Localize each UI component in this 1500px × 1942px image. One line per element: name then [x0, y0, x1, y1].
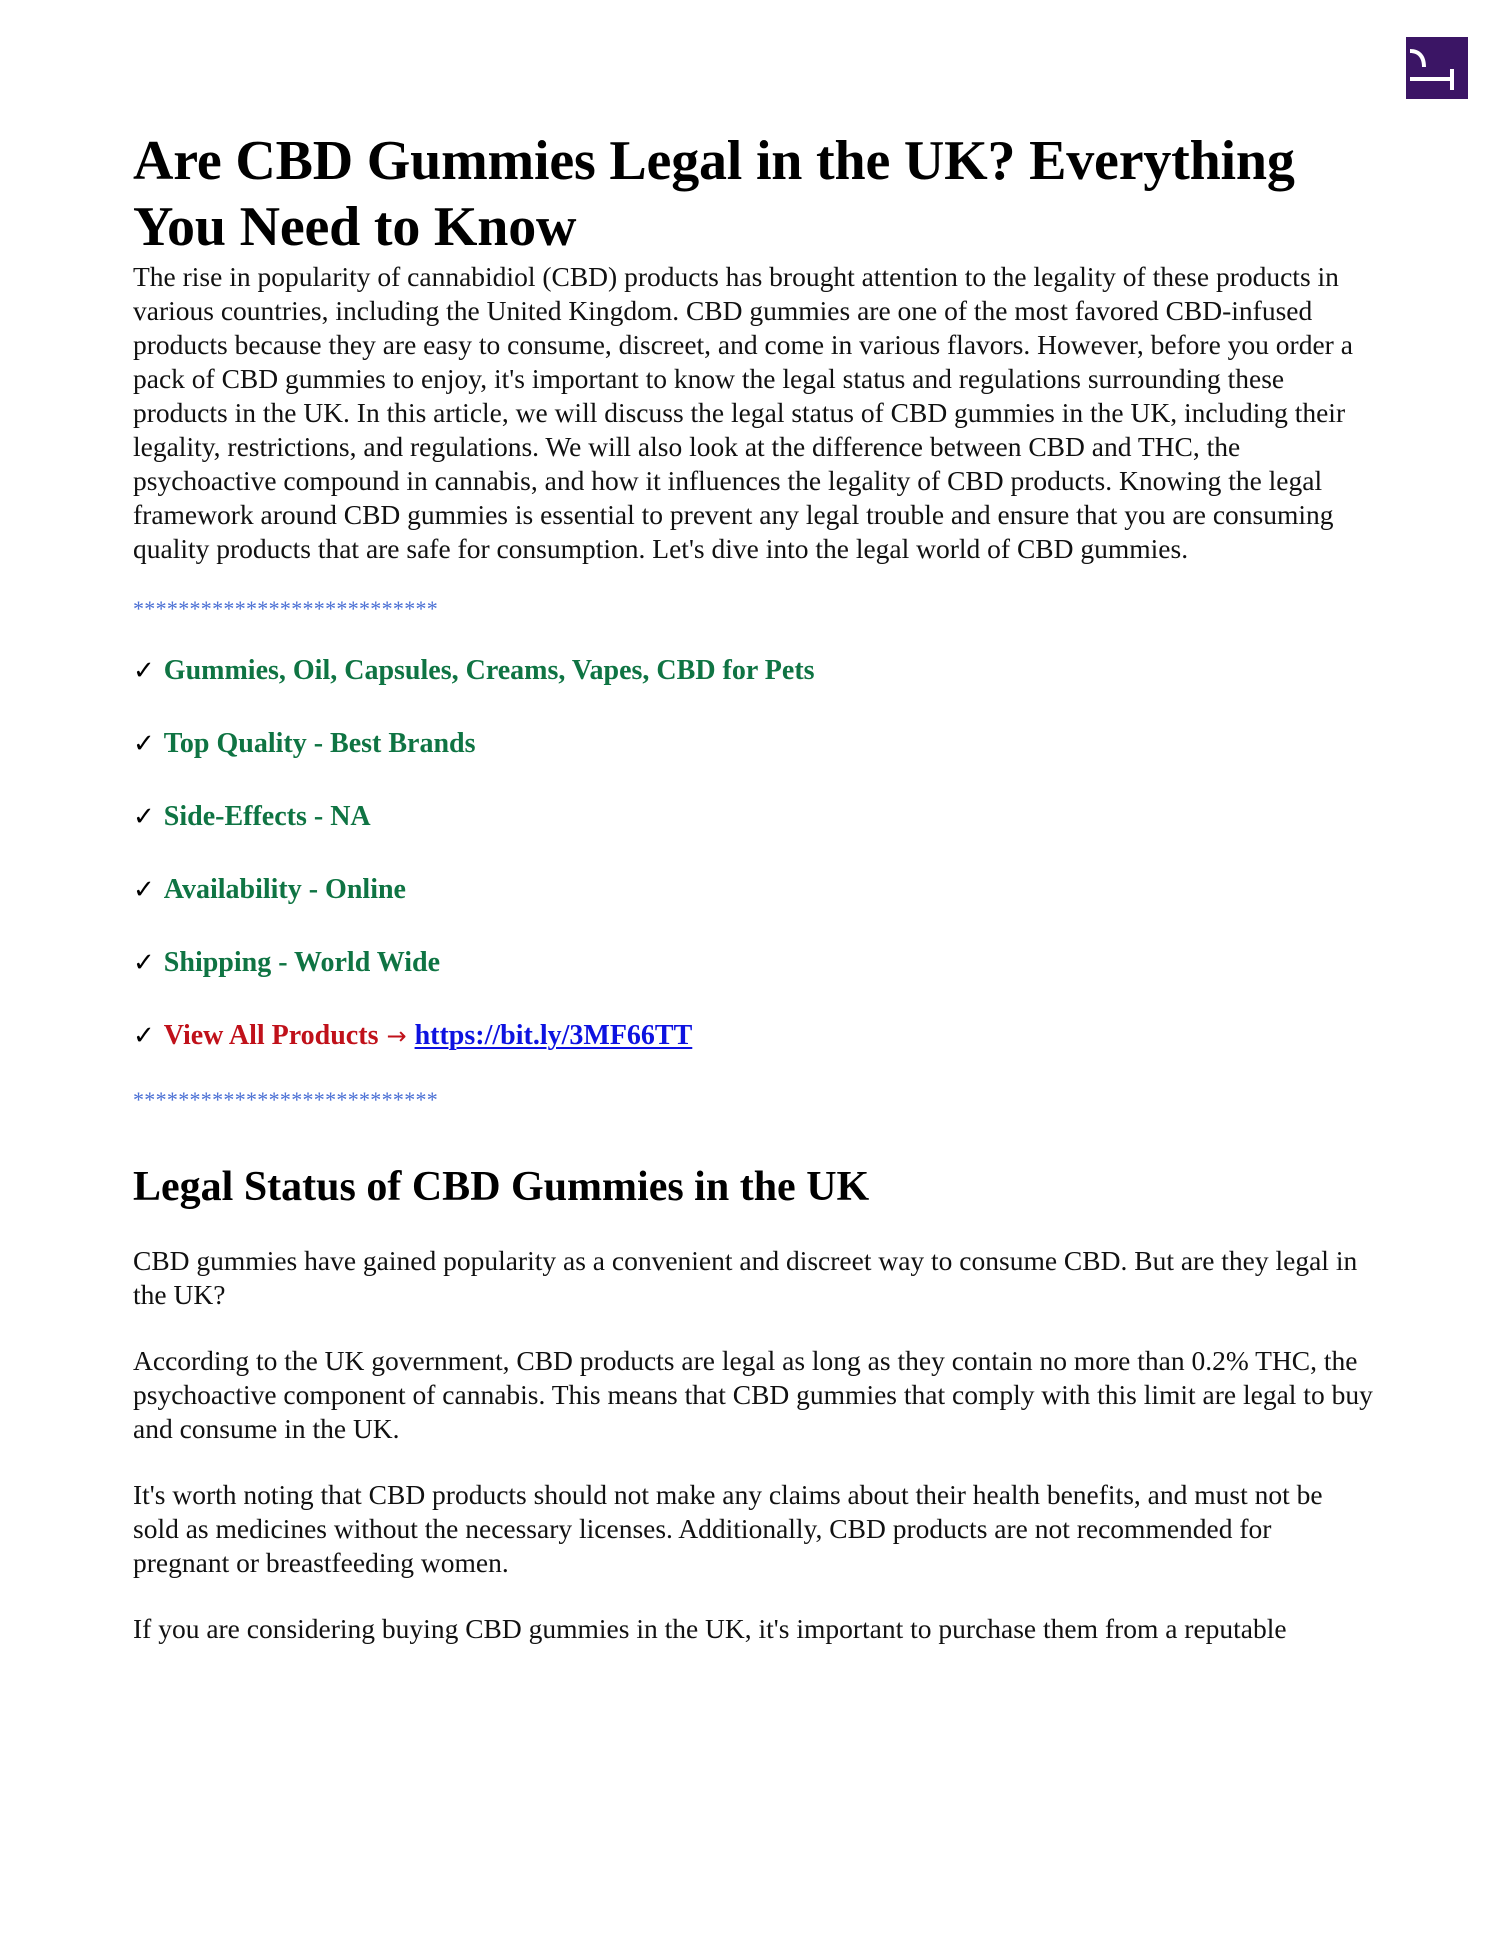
checkmark-icon: ✓: [133, 656, 155, 686]
feature-text: Availability - Online: [163, 874, 406, 905]
section-heading: Legal Status of CBD Gummies in the UK: [133, 1164, 870, 1210]
feature-item: [133, 946, 1373, 980]
checkmark-icon: ✓: [133, 948, 155, 978]
feature-item: [133, 800, 1373, 834]
cta-label: View All Products: [163, 1020, 379, 1051]
checkmark-icon: ✓: [133, 875, 155, 905]
publisher-logo-icon: [1406, 37, 1468, 99]
publisher-logo[interactable]: [1406, 37, 1468, 99]
feature-text: Gummies, Oil, Capsules, Creams, Vapes, CBD for Pets: [163, 655, 815, 686]
section-paragraph: If you are considering buying CBD gummies in the UK, it's important to purchase them from a reputable: [133, 1613, 1287, 1644]
feature-text: Side-Effects - NA: [163, 801, 371, 832]
feature-text: Top Quality - Best Brands: [163, 728, 476, 759]
checkmark-icon: ✓: [133, 802, 155, 832]
separator: ***************************: [133, 1087, 439, 1112]
intro-paragraph: The rise in popularity of cannabidiol (CBD) products has brought attention to the legality of these products in various countries, including the United Kingdom. CBD gummies are one of the most favored CBD-infused products because they are easy to consume, discreet, and come in various flavors. However, before you order a pack of CBD gummies to enjoy, it's important to know the legal status and regulations surrounding these products in the UK. In this article, we will discuss the legal status of CBD gummies in the UK, including their legality, restrictions, and regulations. We will also look at the difference between CBD and THC, the psychoactive compound in cannabis, and how it influences the legality of CBD products. Knowing the legal framework around CBD gummies is essential to prevent any legal trouble and ensure that you are consuming quality products that are safe for consumption. Let's dive into the legal world of CBD gummies.: [133, 261, 1353, 564]
section-paragraph: CBD gummies have gained popularity as a convenient and discreet way to consume CBD. But are they legal in the UK?: [133, 1245, 1358, 1310]
arrow-right-icon: →: [386, 1022, 407, 1050]
feature-item: [133, 727, 1373, 761]
feature-text: Shipping - World Wide: [163, 947, 441, 978]
cta-item: [133, 1019, 1373, 1053]
separator: ***************************: [133, 596, 439, 621]
article: [133, 128, 1373, 1646]
section-paragraph: It's worth noting that CBD products should not make any claims about their health benefits, and must not be sold as medicines without the necessary licenses. Additionally, CBD products are not recommended for pregnant or breastfeeding women.: [133, 1479, 1323, 1578]
feature-item: [133, 654, 1373, 688]
products-link[interactable]: https://bit.ly/3MF66TT: [414, 1020, 693, 1051]
article-title: Are CBD Gummies Legal in the UK? Everything You Need to Know: [133, 130, 1295, 258]
checkmark-icon: ✓: [133, 729, 155, 759]
feature-item: [133, 873, 1373, 907]
checkmark-icon: ✓: [133, 1021, 155, 1051]
feature-list: [133, 654, 1373, 1053]
section-paragraph: According to the UK government, CBD products are legal as long as they contain no more than 0.2% THC, the psychoactive component of cannabis. This means that CBD gummies that comply with this limit are legal to buy and consume in the UK.: [133, 1345, 1373, 1444]
